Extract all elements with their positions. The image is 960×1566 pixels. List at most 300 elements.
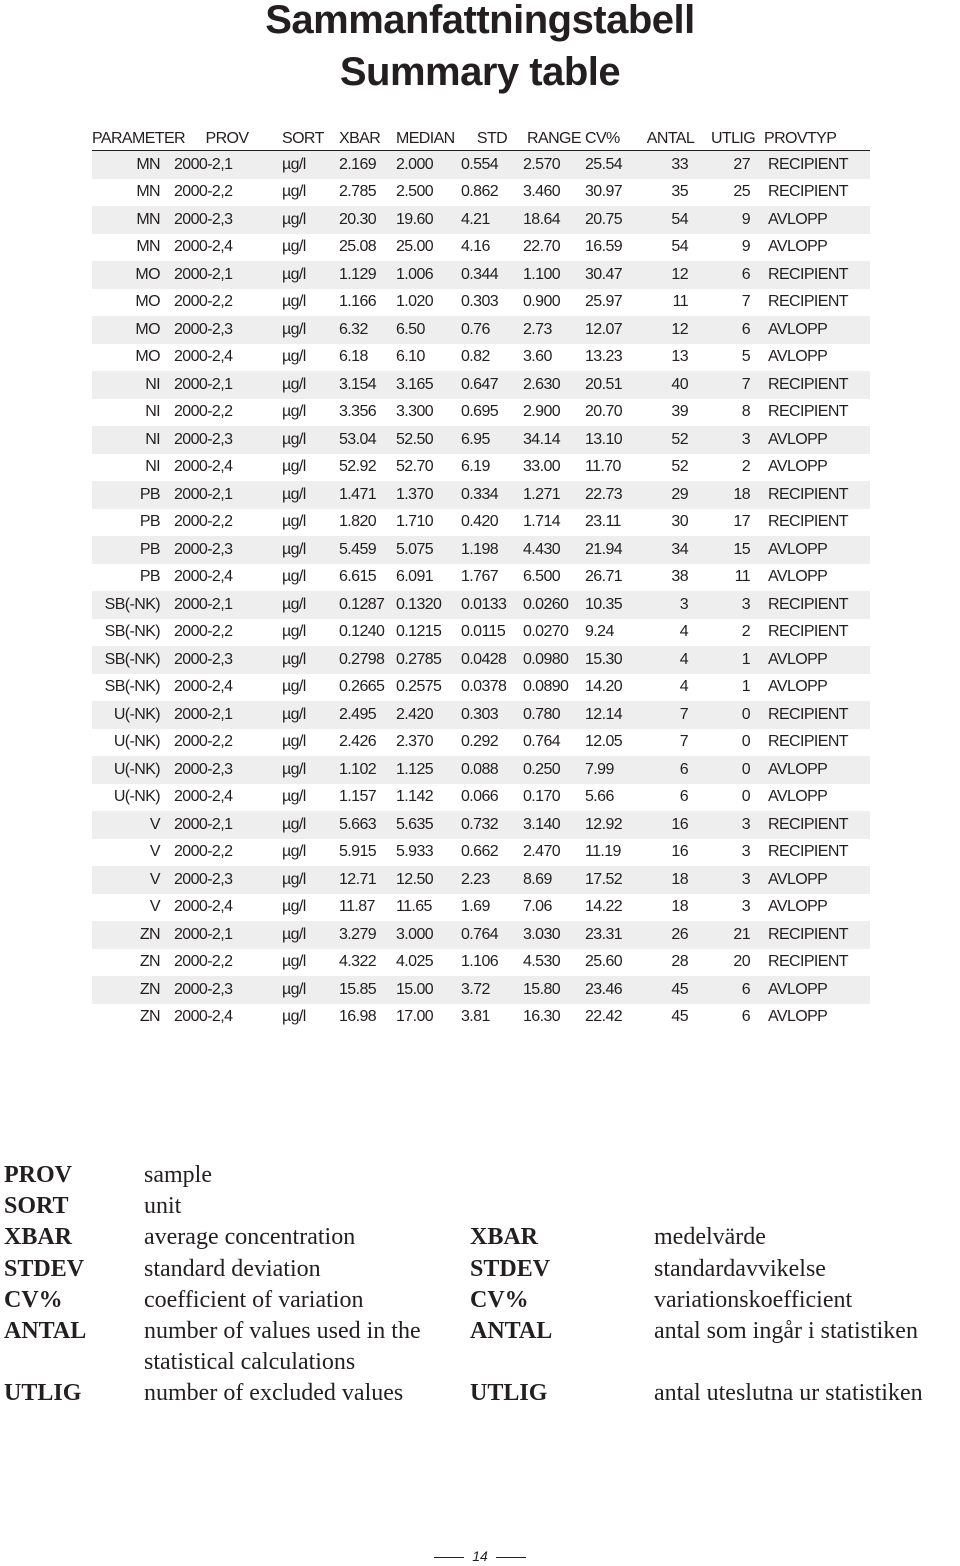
cell-parameter: U(-NK): [113, 733, 160, 751]
glossary-abbreviation: STDEV: [4, 1255, 85, 1282]
cell-std: 0.066: [461, 788, 499, 806]
table-row: [92, 811, 870, 839]
cell-utlig: 3: [702, 591, 764, 619]
cell-cv: 22.42: [585, 1008, 623, 1026]
cell-xbar: 0.1240: [339, 623, 385, 641]
cell-range: 1.100: [523, 261, 585, 289]
table-row: [92, 426, 870, 454]
cell-utlig: 3: [702, 426, 764, 454]
cell-utlig: 0: [702, 756, 764, 784]
cell-xbar: 1.820: [339, 513, 377, 531]
cell-utlig: 21: [702, 921, 764, 949]
cell-range: 16.30: [523, 1008, 561, 1026]
cell-prov: 2000-2,3: [172, 866, 282, 894]
cell-range: 18.64: [523, 206, 585, 234]
cell-parameter: ZN: [92, 921, 172, 949]
cell-cv: 17.52: [585, 866, 639, 894]
table-row: [92, 454, 870, 482]
cell-cv: 12.07: [585, 316, 639, 344]
cell-sort: µg/l: [282, 843, 306, 861]
glossary-english-definition: unit: [144, 1193, 182, 1220]
cell-antal: 26: [639, 921, 702, 949]
cell-xbar: 15.85: [339, 976, 396, 1004]
cell-sort: µg/l: [282, 206, 339, 234]
cell-utlig: 3: [741, 898, 750, 916]
cell-range: 2.630: [523, 371, 585, 399]
table-row: [92, 151, 870, 179]
cell-cv: 11.19: [585, 843, 621, 861]
cell-xbar: 25.08: [339, 238, 377, 256]
cell-antal: 54: [671, 238, 688, 256]
table-row: [92, 784, 870, 812]
cell-median: 1.710: [396, 513, 434, 531]
cell-median: 3.300: [396, 403, 434, 421]
glossary-row: [4, 1160, 960, 1191]
cell-sort: µg/l: [282, 261, 339, 289]
cell-provtyp: AVLOPP: [768, 568, 828, 586]
cell-range: 1.714: [523, 513, 561, 531]
cell-range: 0.250: [523, 756, 585, 784]
cell-provtyp: RECIPIENT: [764, 371, 870, 399]
cell-parameter: V: [149, 898, 160, 916]
cell-provtyp: RECIPIENT: [764, 811, 870, 839]
glossary-row: [4, 1378, 960, 1409]
cell-sort: µg/l: [282, 921, 339, 949]
cell-xbar: 1.129: [339, 261, 396, 289]
cell-antal: 39: [671, 403, 688, 421]
cell-median: 2.420: [396, 701, 461, 729]
cell-antal: 4: [639, 646, 702, 674]
cell-cv: 15.30: [585, 646, 639, 674]
cell-antal: 3: [639, 591, 702, 619]
glossary-abbreviation-swedish: UTLIG: [470, 1380, 548, 1407]
glossary-abbreviation: CV%: [4, 1286, 63, 1313]
cell-std: 0.0428: [461, 646, 523, 674]
cell-utlig: 0: [741, 733, 750, 751]
cell-antal: 12: [639, 261, 702, 289]
cell-provtyp: AVLOPP: [768, 678, 828, 696]
cell-sort: µg/l: [282, 678, 306, 696]
cell-utlig: 25: [733, 183, 750, 201]
cell-prov: 2000-2,4: [174, 788, 233, 806]
cell-utlig: 0: [741, 788, 750, 806]
cell-xbar: 0.2798: [339, 646, 396, 674]
cell-antal: 52: [671, 458, 688, 476]
cell-sort: µg/l: [282, 591, 339, 619]
cell-range: 3.460: [523, 183, 561, 201]
cell-prov: 2000-2,2: [174, 513, 233, 531]
cell-prov: 2000-2,2: [174, 293, 233, 311]
glossary: [4, 1160, 960, 1410]
cell-xbar: 0.2665: [339, 678, 385, 696]
cell-median: 4.025: [396, 953, 434, 971]
cell-prov: 2000-2,1: [172, 371, 282, 399]
cell-provtyp: RECIPIENT: [768, 953, 848, 971]
cell-antal: 7: [639, 701, 702, 729]
cell-std: 0.695: [461, 403, 499, 421]
page-number: 14: [472, 1548, 488, 1564]
cell-provtyp: RECIPIENT: [768, 733, 848, 751]
cell-cv: 14.20: [585, 678, 623, 696]
glossary-row: [4, 1316, 960, 1378]
cell-antal: 30: [671, 513, 688, 531]
cell-median: 5.075: [396, 536, 461, 564]
glossary-swedish-definition: medelvärde: [654, 1224, 766, 1251]
header-parameter: PARAMETER: [92, 124, 172, 151]
cell-cv: 30.97: [585, 183, 623, 201]
cell-provtyp: RECIPIENT: [764, 701, 870, 729]
cell-std: 0.292: [461, 733, 499, 751]
cell-parameter: U(-NK): [92, 756, 172, 784]
cell-range: 4.530: [523, 953, 561, 971]
cell-parameter: MN: [136, 238, 160, 256]
cell-sort: µg/l: [282, 646, 339, 674]
cell-median: 1.006: [396, 261, 461, 289]
cell-parameter: U(-NK): [113, 788, 160, 806]
summary-table: [92, 124, 870, 1031]
cell-std: 0.088: [461, 756, 523, 784]
cell-cv: 26.71: [585, 568, 623, 586]
cell-prov: 2000-2,4: [174, 458, 233, 476]
cell-antal: 12: [639, 316, 702, 344]
cell-utlig: 1: [741, 678, 750, 696]
header-std: STD: [461, 124, 523, 151]
table-row: [92, 756, 870, 784]
cell-prov: 2000-2,1: [172, 151, 282, 179]
cell-median: 6.10: [396, 348, 425, 366]
footer-dash-right: [496, 1557, 526, 1558]
cell-utlig: 6: [702, 261, 764, 289]
cell-xbar: 1.471: [339, 481, 396, 509]
cell-antal: 40: [639, 371, 702, 399]
cell-provtyp: RECIPIENT: [764, 591, 870, 619]
cell-utlig: 15: [702, 536, 764, 564]
table-row: [92, 619, 870, 647]
cell-range: 0.764: [523, 733, 561, 751]
cell-sort: µg/l: [282, 811, 339, 839]
cell-provtyp: AVLOPP: [764, 866, 870, 894]
table-row: [92, 894, 870, 922]
cell-cv: 25.54: [585, 151, 639, 179]
cell-std: 1.198: [461, 536, 523, 564]
cell-parameter: PB: [92, 536, 172, 564]
table-row: [92, 536, 870, 564]
cell-parameter: V: [92, 866, 172, 894]
cell-utlig: 18: [702, 481, 764, 509]
cell-cv: 13.10: [585, 426, 639, 454]
cell-std: 0.647: [461, 371, 523, 399]
cell-std: 0.334: [461, 481, 523, 509]
table-row: [92, 564, 870, 592]
cell-range: 2.73: [523, 316, 585, 344]
cell-parameter: NI: [92, 426, 172, 454]
cell-std: 4.21: [461, 206, 523, 234]
cell-utlig: 6: [702, 316, 764, 344]
cell-utlig: 3: [741, 843, 750, 861]
header-utlig: UTLIG: [702, 124, 764, 151]
cell-xbar: 2.169: [339, 151, 396, 179]
cell-prov: 2000-2,4: [174, 1008, 233, 1026]
cell-antal: 28: [671, 953, 688, 971]
cell-range: 33.00: [523, 458, 561, 476]
header-sort: SORT: [282, 124, 339, 151]
cell-sort: µg/l: [282, 733, 306, 751]
cell-std: 6.95: [461, 426, 523, 454]
cell-sort: µg/l: [282, 293, 306, 311]
cell-parameter: SB(-NK): [92, 591, 172, 619]
cell-parameter: MO: [135, 293, 160, 311]
table-body: [92, 151, 870, 1032]
cell-utlig: 9: [741, 238, 750, 256]
cell-median: 52.50: [396, 426, 461, 454]
cell-parameter: MO: [135, 348, 160, 366]
cell-provtyp: RECIPIENT: [764, 481, 870, 509]
cell-parameter: SB(-NK): [104, 623, 160, 641]
table-header-row: [92, 124, 870, 151]
cell-std: 1.767: [461, 568, 499, 586]
cell-sort: µg/l: [282, 151, 339, 179]
cell-parameter: NI: [92, 371, 172, 399]
cell-utlig: 3: [702, 811, 764, 839]
table-row: [92, 866, 870, 894]
cell-median: 25.00: [396, 238, 434, 256]
cell-prov: 2000-2,2: [174, 183, 233, 201]
cell-std: 0.554: [461, 151, 523, 179]
table-row: [92, 921, 870, 949]
cell-provtyp: AVLOPP: [768, 788, 828, 806]
cell-median: 6.091: [396, 568, 434, 586]
cell-std: 1.69: [461, 898, 490, 916]
header-antal: ANTAL: [639, 124, 702, 151]
cell-provtyp: AVLOPP: [764, 316, 870, 344]
cell-std: 0.82: [461, 348, 490, 366]
cell-prov: 2000-2,1: [172, 921, 282, 949]
cell-range: 0.900: [523, 293, 561, 311]
glossary-abbreviation-swedish: STDEV: [470, 1255, 551, 1282]
cell-xbar: 12.71: [339, 866, 396, 894]
cell-provtyp: RECIPIENT: [768, 293, 848, 311]
cell-prov: 2000-2,2: [174, 733, 233, 751]
cell-range: 0.0260: [523, 591, 585, 619]
header-median: MEDIAN: [396, 124, 461, 151]
cell-provtyp: RECIPIENT: [764, 921, 870, 949]
cell-provtyp: RECIPIENT: [768, 843, 848, 861]
cell-xbar: 3.356: [339, 403, 377, 421]
cell-utlig: 8: [741, 403, 750, 421]
cell-parameter: SB(-NK): [92, 646, 172, 674]
cell-prov: 2000-2,3: [172, 976, 282, 1004]
cell-cv: 25.60: [585, 953, 623, 971]
cell-cv: 14.22: [585, 898, 623, 916]
cell-range: 34.14: [523, 426, 585, 454]
table-row: [92, 206, 870, 234]
header-xbar: XBAR: [339, 124, 396, 151]
table-row: [92, 261, 870, 289]
glossary-swedish-definition: variationskoefficient: [654, 1286, 853, 1313]
cell-parameter: U(-NK): [92, 701, 172, 729]
cell-utlig: 11: [734, 568, 750, 586]
glossary-english-definition: average concentration: [144, 1224, 356, 1251]
cell-xbar: 3.279: [339, 921, 396, 949]
cell-range: 0.0890: [523, 678, 569, 696]
cell-range: 2.470: [523, 843, 561, 861]
cell-parameter: ZN: [139, 953, 160, 971]
cell-provtyp: RECIPIENT: [764, 261, 870, 289]
cell-cv: 12.14: [585, 701, 639, 729]
cell-sort: µg/l: [282, 866, 339, 894]
table-row: [92, 344, 870, 372]
cell-cv: 11.70: [585, 458, 621, 476]
cell-sort: µg/l: [282, 348, 306, 366]
cell-utlig: 6: [702, 976, 764, 1004]
cell-provtyp: AVLOPP: [768, 1008, 828, 1026]
cell-antal: 45: [671, 1008, 688, 1026]
cell-utlig: 2: [741, 623, 750, 641]
cell-sort: µg/l: [282, 953, 306, 971]
cell-parameter: V: [149, 843, 160, 861]
glossary-english-definition: standard deviation: [144, 1255, 321, 1282]
cell-antal: 13: [671, 348, 688, 366]
cell-prov: 2000-2,3: [172, 316, 282, 344]
cell-sort: µg/l: [282, 513, 306, 531]
cell-cv: 12.92: [585, 811, 639, 839]
cell-provtyp: AVLOPP: [768, 898, 828, 916]
cell-median: 5.933: [396, 843, 434, 861]
table-row: [92, 729, 870, 757]
page-footer: [0, 1548, 960, 1564]
cell-parameter: ZN: [139, 1008, 160, 1026]
header-prov: PROV: [172, 124, 282, 151]
cell-xbar: 6.32: [339, 316, 396, 344]
cell-range: 3.60: [523, 348, 552, 366]
cell-cv: 5.66: [585, 788, 614, 806]
cell-xbar: 5.459: [339, 536, 396, 564]
cell-xbar: 1.157: [339, 788, 377, 806]
cell-cv: 20.51: [585, 371, 639, 399]
footer-dash-left: [434, 1557, 464, 1558]
glossary-row: [4, 1254, 960, 1285]
cell-median: 6.50: [396, 316, 461, 344]
cell-sort: µg/l: [282, 403, 306, 421]
cell-median: 2.500: [396, 183, 434, 201]
cell-provtyp: AVLOPP: [768, 238, 828, 256]
cell-xbar: 16.98: [339, 1008, 377, 1026]
cell-prov: 2000-2,4: [174, 238, 233, 256]
cell-prov: 2000-2,4: [174, 568, 233, 586]
cell-prov: 2000-2,3: [172, 206, 282, 234]
cell-provtyp: AVLOPP: [764, 206, 870, 234]
cell-parameter: NI: [145, 458, 160, 476]
cell-std: 3.81: [461, 1008, 490, 1026]
cell-range: 15.80: [523, 976, 585, 1004]
cell-cv: 22.73: [585, 481, 639, 509]
cell-median: 52.70: [396, 458, 434, 476]
cell-median: 1.370: [396, 481, 461, 509]
cell-provtyp: AVLOPP: [768, 348, 828, 366]
cell-sort: µg/l: [282, 426, 339, 454]
cell-std: 0.0133: [461, 591, 523, 619]
glossary-abbreviation-swedish: CV%: [470, 1286, 529, 1313]
cell-xbar: 1.166: [339, 293, 377, 311]
table-row: [92, 976, 870, 1004]
cell-antal: 54: [639, 206, 702, 234]
cell-sort: µg/l: [282, 1008, 306, 1026]
cell-sort: µg/l: [282, 568, 306, 586]
cell-cv: 20.75: [585, 206, 639, 234]
cell-median: 0.2785: [396, 646, 461, 674]
table-row: [92, 701, 870, 729]
glossary-abbreviation-swedish: ANTAL: [470, 1317, 553, 1344]
cell-provtyp: AVLOPP: [764, 536, 870, 564]
cell-std: 0.0115: [461, 623, 506, 641]
cell-cv: 25.97: [585, 293, 623, 311]
cell-sort: µg/l: [282, 481, 339, 509]
cell-prov: 2000-2,2: [174, 843, 233, 861]
cell-antal: 6: [679, 788, 688, 806]
cell-utlig: 6: [741, 1008, 750, 1026]
table-row: [92, 646, 870, 674]
cell-std: 0.420: [461, 513, 499, 531]
title-swedish: Sammanfattningstabell: [265, 0, 695, 42]
glossary-abbreviation: ANTAL: [4, 1317, 87, 1344]
cell-antal: 33: [639, 151, 702, 179]
cell-std: 6.19: [461, 458, 490, 476]
table-row: [92, 509, 870, 537]
cell-antal: 45: [639, 976, 702, 1004]
glossary-english-definition: number of excluded values: [144, 1380, 404, 1407]
cell-provtyp: AVLOPP: [764, 646, 870, 674]
table-row: [92, 591, 870, 619]
cell-std: 4.16: [461, 238, 490, 256]
cell-xbar: 3.154: [339, 371, 396, 399]
cell-median: 0.1320: [396, 591, 461, 619]
cell-parameter: MN: [136, 183, 160, 201]
cell-xbar: 20.30: [339, 206, 396, 234]
cell-parameter: ZN: [92, 976, 172, 1004]
cell-utlig: 17: [733, 513, 750, 531]
cell-cv: 12.05: [585, 733, 623, 751]
cell-std: 0.662: [461, 843, 499, 861]
glossary-abbreviation: PROV: [4, 1162, 72, 1188]
cell-range: 8.69: [523, 866, 585, 894]
glossary-english-definition: coefficient of variation: [144, 1286, 364, 1313]
cell-median: 2.000: [396, 151, 461, 179]
cell-provtyp: AVLOPP: [764, 976, 870, 1004]
cell-antal: 4: [679, 623, 688, 641]
cell-range: 2.570: [523, 151, 585, 179]
cell-xbar: 1.102: [339, 756, 396, 784]
table-row: [92, 371, 870, 399]
cell-median: 3.000: [396, 921, 461, 949]
cell-utlig: 5: [741, 348, 750, 366]
cell-median: 1.142: [396, 788, 434, 806]
cell-provtyp: AVLOPP: [764, 426, 870, 454]
cell-range: 7.06: [523, 898, 552, 916]
cell-utlig: 0: [702, 701, 764, 729]
cell-xbar: 5.915: [339, 843, 377, 861]
cell-antal: 35: [671, 183, 688, 201]
cell-xbar: 2.785: [339, 183, 377, 201]
cell-parameter: MN: [92, 151, 172, 179]
cell-provtyp: RECIPIENT: [768, 623, 848, 641]
cell-parameter: MO: [92, 316, 172, 344]
cell-median: 3.165: [396, 371, 461, 399]
cell-range: 0.0270: [523, 623, 569, 641]
table-row: [92, 399, 870, 427]
table-row: [92, 949, 870, 977]
cell-std: 0.344: [461, 261, 523, 289]
cell-provtyp: AVLOPP: [768, 458, 828, 476]
